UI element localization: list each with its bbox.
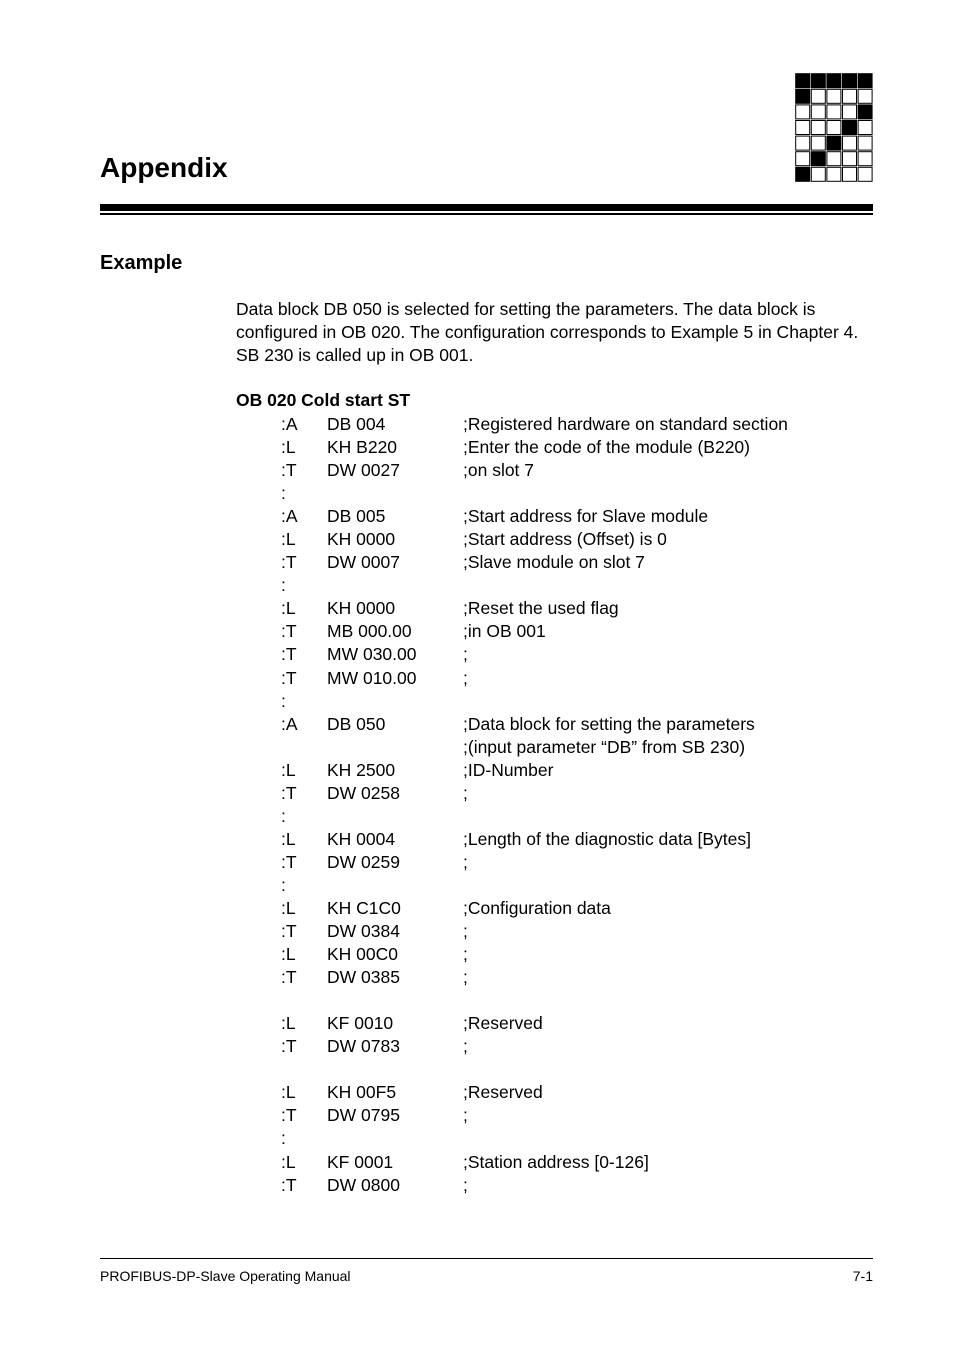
- grid-cell-filled: [796, 89, 810, 103]
- code-line: [0, 1081, 954, 1104]
- code-operation: :L: [281, 897, 296, 918]
- code-line: [0, 528, 954, 551]
- code-operation: :: [281, 690, 286, 711]
- code-comment: ;Reserved: [463, 1013, 543, 1034]
- code-operand: KH C1C0: [327, 897, 401, 918]
- code-comment: ;(input parameter “DB” from SB 230): [463, 736, 746, 757]
- code-line: [0, 828, 954, 851]
- code-operation: :T: [281, 644, 297, 665]
- code-operation: :L: [281, 828, 296, 849]
- grid-cell-filled: [858, 105, 872, 119]
- grid-cell-empty: [811, 121, 825, 135]
- grid-cell-empty: [858, 89, 872, 103]
- code-operation: :L: [281, 529, 296, 550]
- code-line: [0, 413, 954, 436]
- code-operation: :L: [281, 1013, 296, 1034]
- code-operand: DW 0007: [327, 552, 400, 573]
- code-operand: MW 030.00: [327, 644, 417, 665]
- grid-cell-filled: [811, 152, 825, 166]
- code-line: [0, 459, 954, 482]
- code-comment: ;Configuration data: [463, 897, 611, 918]
- code-operand: KF 0010: [327, 1013, 394, 1034]
- grid-cell-empty: [843, 105, 857, 119]
- grid-cell-empty: [811, 136, 825, 150]
- code-operation: :: [281, 1128, 286, 1149]
- code-operation: :: [281, 575, 286, 596]
- footer-divider: [100, 1258, 873, 1259]
- code-heading: OB 020 Cold start ST: [236, 390, 411, 410]
- code-line: [0, 782, 954, 805]
- code-line: [0, 1151, 954, 1174]
- code-line: [0, 1035, 954, 1058]
- footer-manual-title: PROFIBUS-DP-Slave Operating Manual: [100, 1268, 351, 1284]
- code-operation: :: [281, 874, 286, 895]
- code-operation: :T: [281, 782, 297, 803]
- code-line: [0, 1012, 954, 1035]
- code-line: [0, 1058, 954, 1081]
- grid-cell-filled: [843, 121, 857, 135]
- code-operation: :A: [281, 713, 298, 734]
- title-divider-thin: [100, 213, 873, 215]
- code-comment: ;Enter the code of the module (B220): [463, 437, 750, 458]
- code-line: [0, 551, 954, 574]
- code-operation: :L: [281, 759, 296, 780]
- code-line: [0, 805, 954, 828]
- code-line: [0, 713, 954, 736]
- code-comment: ;: [463, 1105, 468, 1126]
- grid-cell-empty: [858, 121, 872, 135]
- code-operation: :T: [281, 921, 297, 942]
- section-heading: Example: [100, 252, 183, 274]
- chapter-grid-icon: [795, 73, 873, 183]
- code-line: [0, 897, 954, 920]
- grid-cell-empty: [796, 105, 810, 119]
- code-comment: ;: [463, 1174, 468, 1195]
- code-operation: :L: [281, 437, 296, 458]
- code-comment: ;Reserved: [463, 1082, 543, 1103]
- code-operation: :L: [281, 1151, 296, 1172]
- grid-cell-empty: [811, 89, 825, 103]
- code-operation: :T: [281, 1174, 297, 1195]
- code-operand: MW 010.00: [327, 667, 417, 688]
- code-operand: DB 005: [327, 506, 386, 527]
- code-operation: :T: [281, 967, 297, 988]
- code-line: [0, 759, 954, 782]
- grid-cell-filled: [827, 74, 841, 88]
- code-operand: DW 0027: [327, 460, 400, 481]
- grid-cell-filled: [796, 167, 810, 181]
- grid-cell-empty: [858, 167, 872, 181]
- code-comment: ;: [463, 851, 468, 872]
- code-comment: ;on slot 7: [463, 460, 535, 481]
- code-operand: KH 2500: [327, 759, 396, 780]
- code-operation: :A: [281, 506, 298, 527]
- code-line: [0, 690, 954, 713]
- code-operand: DW 0783: [327, 1036, 400, 1057]
- code-line: [0, 736, 954, 759]
- grid-cell-empty: [843, 89, 857, 103]
- code-comment: ;Reset the used flag: [463, 598, 619, 619]
- grid-cell-empty: [811, 167, 825, 181]
- grid-cell-empty: [843, 167, 857, 181]
- code-operand: KH 0004: [327, 828, 396, 849]
- code-operand: KH 00F5: [327, 1082, 397, 1103]
- code-operand: DB 004: [327, 414, 386, 434]
- grid-cell-empty: [827, 152, 841, 166]
- code-line: [0, 620, 954, 643]
- page-title: Appendix: [100, 152, 228, 183]
- code-operand: KH 00C0: [327, 944, 399, 965]
- intro-paragraph: Data block DB 050 is selected for setting the parameters. The data block is configured in OB 020. The configuration corresponds to Example 5 in Chapter 4. SB 230 is called up in OB 001.: [236, 299, 859, 365]
- code-line: [0, 851, 954, 874]
- code-comment: ;Station address [0-126]: [463, 1151, 649, 1172]
- code-line: [0, 436, 954, 459]
- grid-cell-empty: [843, 136, 857, 150]
- grid-cell-filled: [796, 74, 810, 88]
- code-comment: ;: [463, 782, 468, 803]
- code-operand: DW 0258: [327, 782, 400, 803]
- code-operand: MB 000.00: [327, 621, 412, 642]
- code-line: [0, 574, 954, 597]
- grid-cell-empty: [827, 89, 841, 103]
- code-line: [0, 966, 954, 989]
- grid-cell-empty: [811, 105, 825, 119]
- code-operation: :: [281, 805, 286, 826]
- grid-cell-empty: [827, 167, 841, 181]
- grid-cell-filled: [843, 74, 857, 88]
- code-operation: :T: [281, 460, 297, 481]
- code-operand: KH B220: [327, 437, 398, 458]
- grid-cell-empty: [827, 121, 841, 135]
- code-operation: :L: [281, 598, 296, 619]
- code-comment: ;: [463, 644, 468, 665]
- grid-cell-empty: [827, 105, 841, 119]
- grid-cell-filled: [811, 74, 825, 88]
- grid-cell-filled: [827, 136, 841, 150]
- grid-cell-empty: [796, 121, 810, 135]
- grid-cell-filled: [858, 74, 872, 88]
- grid-cell-empty: [796, 152, 810, 166]
- code-line: [0, 643, 954, 666]
- code-comment: ;: [463, 667, 468, 688]
- code-operation: :L: [281, 944, 296, 965]
- code-operation: :T: [281, 667, 297, 688]
- code-line: [0, 597, 954, 620]
- code-operation: :T: [281, 851, 297, 872]
- code-comment: ;in OB 001: [463, 621, 546, 642]
- code-operand: DW 0384: [327, 921, 400, 942]
- code-line: [0, 482, 954, 505]
- grid-cell-empty: [843, 152, 857, 166]
- code-operation: :T: [281, 1105, 297, 1126]
- code-comment: ;Registered hardware on standard section: [463, 414, 788, 434]
- title-divider: [100, 204, 873, 211]
- code-comment: ;: [463, 944, 468, 965]
- code-line: [0, 920, 954, 943]
- grid-cell-empty: [796, 136, 810, 150]
- code-operand: KF 0001: [327, 1151, 394, 1172]
- code-comment: ;Length of the diagnostic data [Bytes]: [463, 828, 751, 849]
- code-operand: DW 0385: [327, 967, 400, 988]
- code-operation: :A: [281, 414, 298, 434]
- footer-page-number: 7-1: [852, 1268, 873, 1284]
- code-operand: DB 050: [327, 713, 386, 734]
- code-line: [0, 1127, 954, 1150]
- code-listing: [0, 413, 954, 1197]
- code-operand: DW 0795: [327, 1105, 400, 1126]
- code-operation: :T: [281, 552, 297, 573]
- code-operand: KH 0000: [327, 529, 396, 550]
- code-operation: :L: [281, 1082, 296, 1103]
- code-operation: :: [281, 483, 286, 504]
- code-operand: KH 0000: [327, 598, 396, 619]
- code-comment: ;ID-Number: [463, 759, 554, 780]
- code-comment: ;: [463, 967, 468, 988]
- code-line: [0, 667, 954, 690]
- code-comment: ;Slave module on slot 7: [463, 552, 645, 573]
- code-line: [0, 874, 954, 897]
- code-operand: DW 0800: [327, 1174, 400, 1195]
- code-line: [0, 943, 954, 966]
- code-operand: DW 0259: [327, 851, 400, 872]
- code-operation: :T: [281, 621, 297, 642]
- code-operation: :T: [281, 1036, 297, 1057]
- grid-cell-empty: [858, 152, 872, 166]
- code-comment: ;Start address (Offset) is 0: [463, 529, 667, 550]
- grid-cell-empty: [858, 136, 872, 150]
- code-comment: ;Start address for Slave module: [463, 506, 709, 527]
- code-line: [0, 1104, 954, 1127]
- code-comment: ;: [463, 1036, 468, 1057]
- code-line: [0, 1174, 954, 1197]
- code-comment: ;: [463, 921, 468, 942]
- code-line: [0, 505, 954, 528]
- code-line: [0, 989, 954, 1012]
- code-comment: ;Data block for setting the parameters: [463, 713, 755, 734]
